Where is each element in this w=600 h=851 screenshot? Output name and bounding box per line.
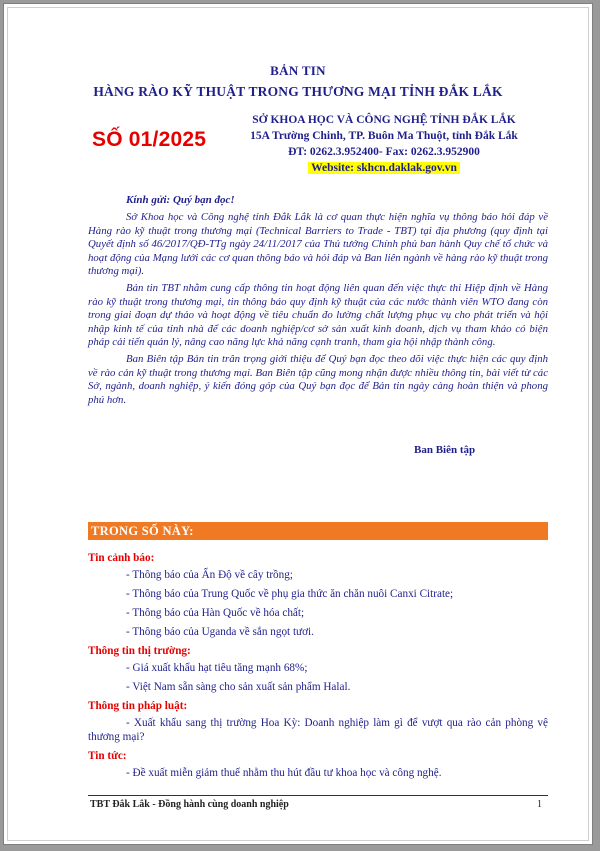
toc-section-title: Tin cảnh báo: xyxy=(88,552,155,564)
letter-paragraph: Bản tin TBT nhằm cung cấp thông tin hoạt động liên quan đến việc thực thi Hiệp định về Hàng rào kỹ thuật trong thương mại, tin thông báo quy định kỹ thuật của các nước thành viên WTO đang còn trong giai đoạn dự thảo và hoạt động về tiêu chuẩn đo lường chất lượng phục vụ cho phát triển và hội nhập kinh tế của tỉnh nhà để các doanh nghiệp/cơ sở sản xuất kinh doanh, dịch vụ tham khảo có biện pháp cải tiến quản lý, nâng cao năng lực khả năng cạnh tranh, tham gia hội nhập thành công. xyxy=(88,281,548,349)
letter-paragraph: Sở Khoa học và Công nghệ tỉnh Đắk Lắk là cơ quan thực hiện nghĩa vụ thông báo hỏi đáp về Hàng rào kỹ thuật trong thương mại (Technical Barriers to Trade - TBT) tại địa phương (quy định tại Quyết định số 46/2017/QĐ-TTg ngày 24/11/2017 của Thủ tướng Chính phủ ban hành Quy chế tổ chức và hoạt động của Mạng lưới các cơ quan thông báo và hỏi đáp và Ban liên ngành về hàng rào kỹ thuật trong thương mại). xyxy=(88,211,548,278)
document-page xyxy=(3,3,593,845)
department-phone-fax: ĐT: 0262.3.952400- Fax: 0262.3.952900 xyxy=(288,146,480,158)
department-address: 15A Trường Chinh, TP. Buôn Ma Thuột, tỉnh Đắk Lắk xyxy=(250,130,518,142)
department-name: SỞ KHOA HỌC VÀ CÔNG NGHỆ TỈNH ĐẮK LẮK xyxy=(252,114,516,126)
letter-signoff: Ban Biên tập xyxy=(414,444,476,456)
issue-number: SỐ 01/2025 xyxy=(92,128,207,151)
bulletin-label: BẢN TIN xyxy=(270,63,326,78)
toc-item[interactable]: - Xuất khẩu sang thị trường Hoa Kỳ: Doanh nghiệp làm gì để vượt qua rào cản phòng vệ thương mại? xyxy=(88,717,548,743)
toc-item[interactable]: - Thông báo của Uganda về sắn ngọt tươi. xyxy=(126,626,314,638)
toc-item[interactable]: - Thông báo của Trung Quốc về phụ gia thức ăn chăn nuôi Canxi Citrate; xyxy=(126,588,454,600)
toc-item[interactable]: - Thông báo của Ấn Độ về cây trồng; xyxy=(126,569,293,581)
footer-divider xyxy=(88,795,548,796)
letter-body xyxy=(88,211,548,410)
letter-paragraph: Ban Biên tập Bản tin trân trọng giới thiệu để Quý bạn đọc theo dõi việc thực hiện các quy định về rào cản kỹ thuật trong thương mại. Ban Biên tập cũng mong nhận được nhiều thông tin, bài viết từ các Sở, ngành, doanh nghiệp, ý kiến đóng góp của Quý bạn đọc để Bản tin ngày càng hoàn thiện và phong phú hơn. xyxy=(88,352,548,406)
toc-section-title: Tin tức: xyxy=(88,750,127,762)
toc-item[interactable]: - Việt Nam sẵn sàng cho sản xuất sản phẩm Halal. xyxy=(126,681,351,693)
department-website[interactable]: Website: skhcn.daklak.gov.vn xyxy=(308,162,460,174)
toc-item[interactable]: - Đề xuất miễn giảm thuế nhằm thu hút đầu tư khoa học và công nghệ. xyxy=(126,767,442,779)
table-of-contents xyxy=(88,551,548,785)
toc-section-title: Thông tin pháp luật: xyxy=(88,700,188,712)
department-block xyxy=(234,112,534,176)
toc-item[interactable]: - Giá xuất khẩu hạt tiêu tăng mạnh 68%; xyxy=(126,662,308,674)
letter-greeting: Kính gửi: Quý bạn đọc! xyxy=(126,194,235,206)
toc-heading: TRONG SỐ NÀY: xyxy=(88,522,548,540)
bulletin-title: HÀNG RÀO KỸ THUẬT TRONG THƯƠNG MẠI TỈNH ĐẮK LẮK xyxy=(93,84,503,99)
page-number: 1 xyxy=(537,799,542,810)
footer-text: TBT Đắk Lắk - Đồng hành cùng doanh nghiệp xyxy=(90,799,289,810)
toc-item[interactable]: - Thông báo của Hàn Quốc về hóa chất; xyxy=(126,607,305,619)
toc-section-title: Thông tin thị trường: xyxy=(88,645,191,657)
